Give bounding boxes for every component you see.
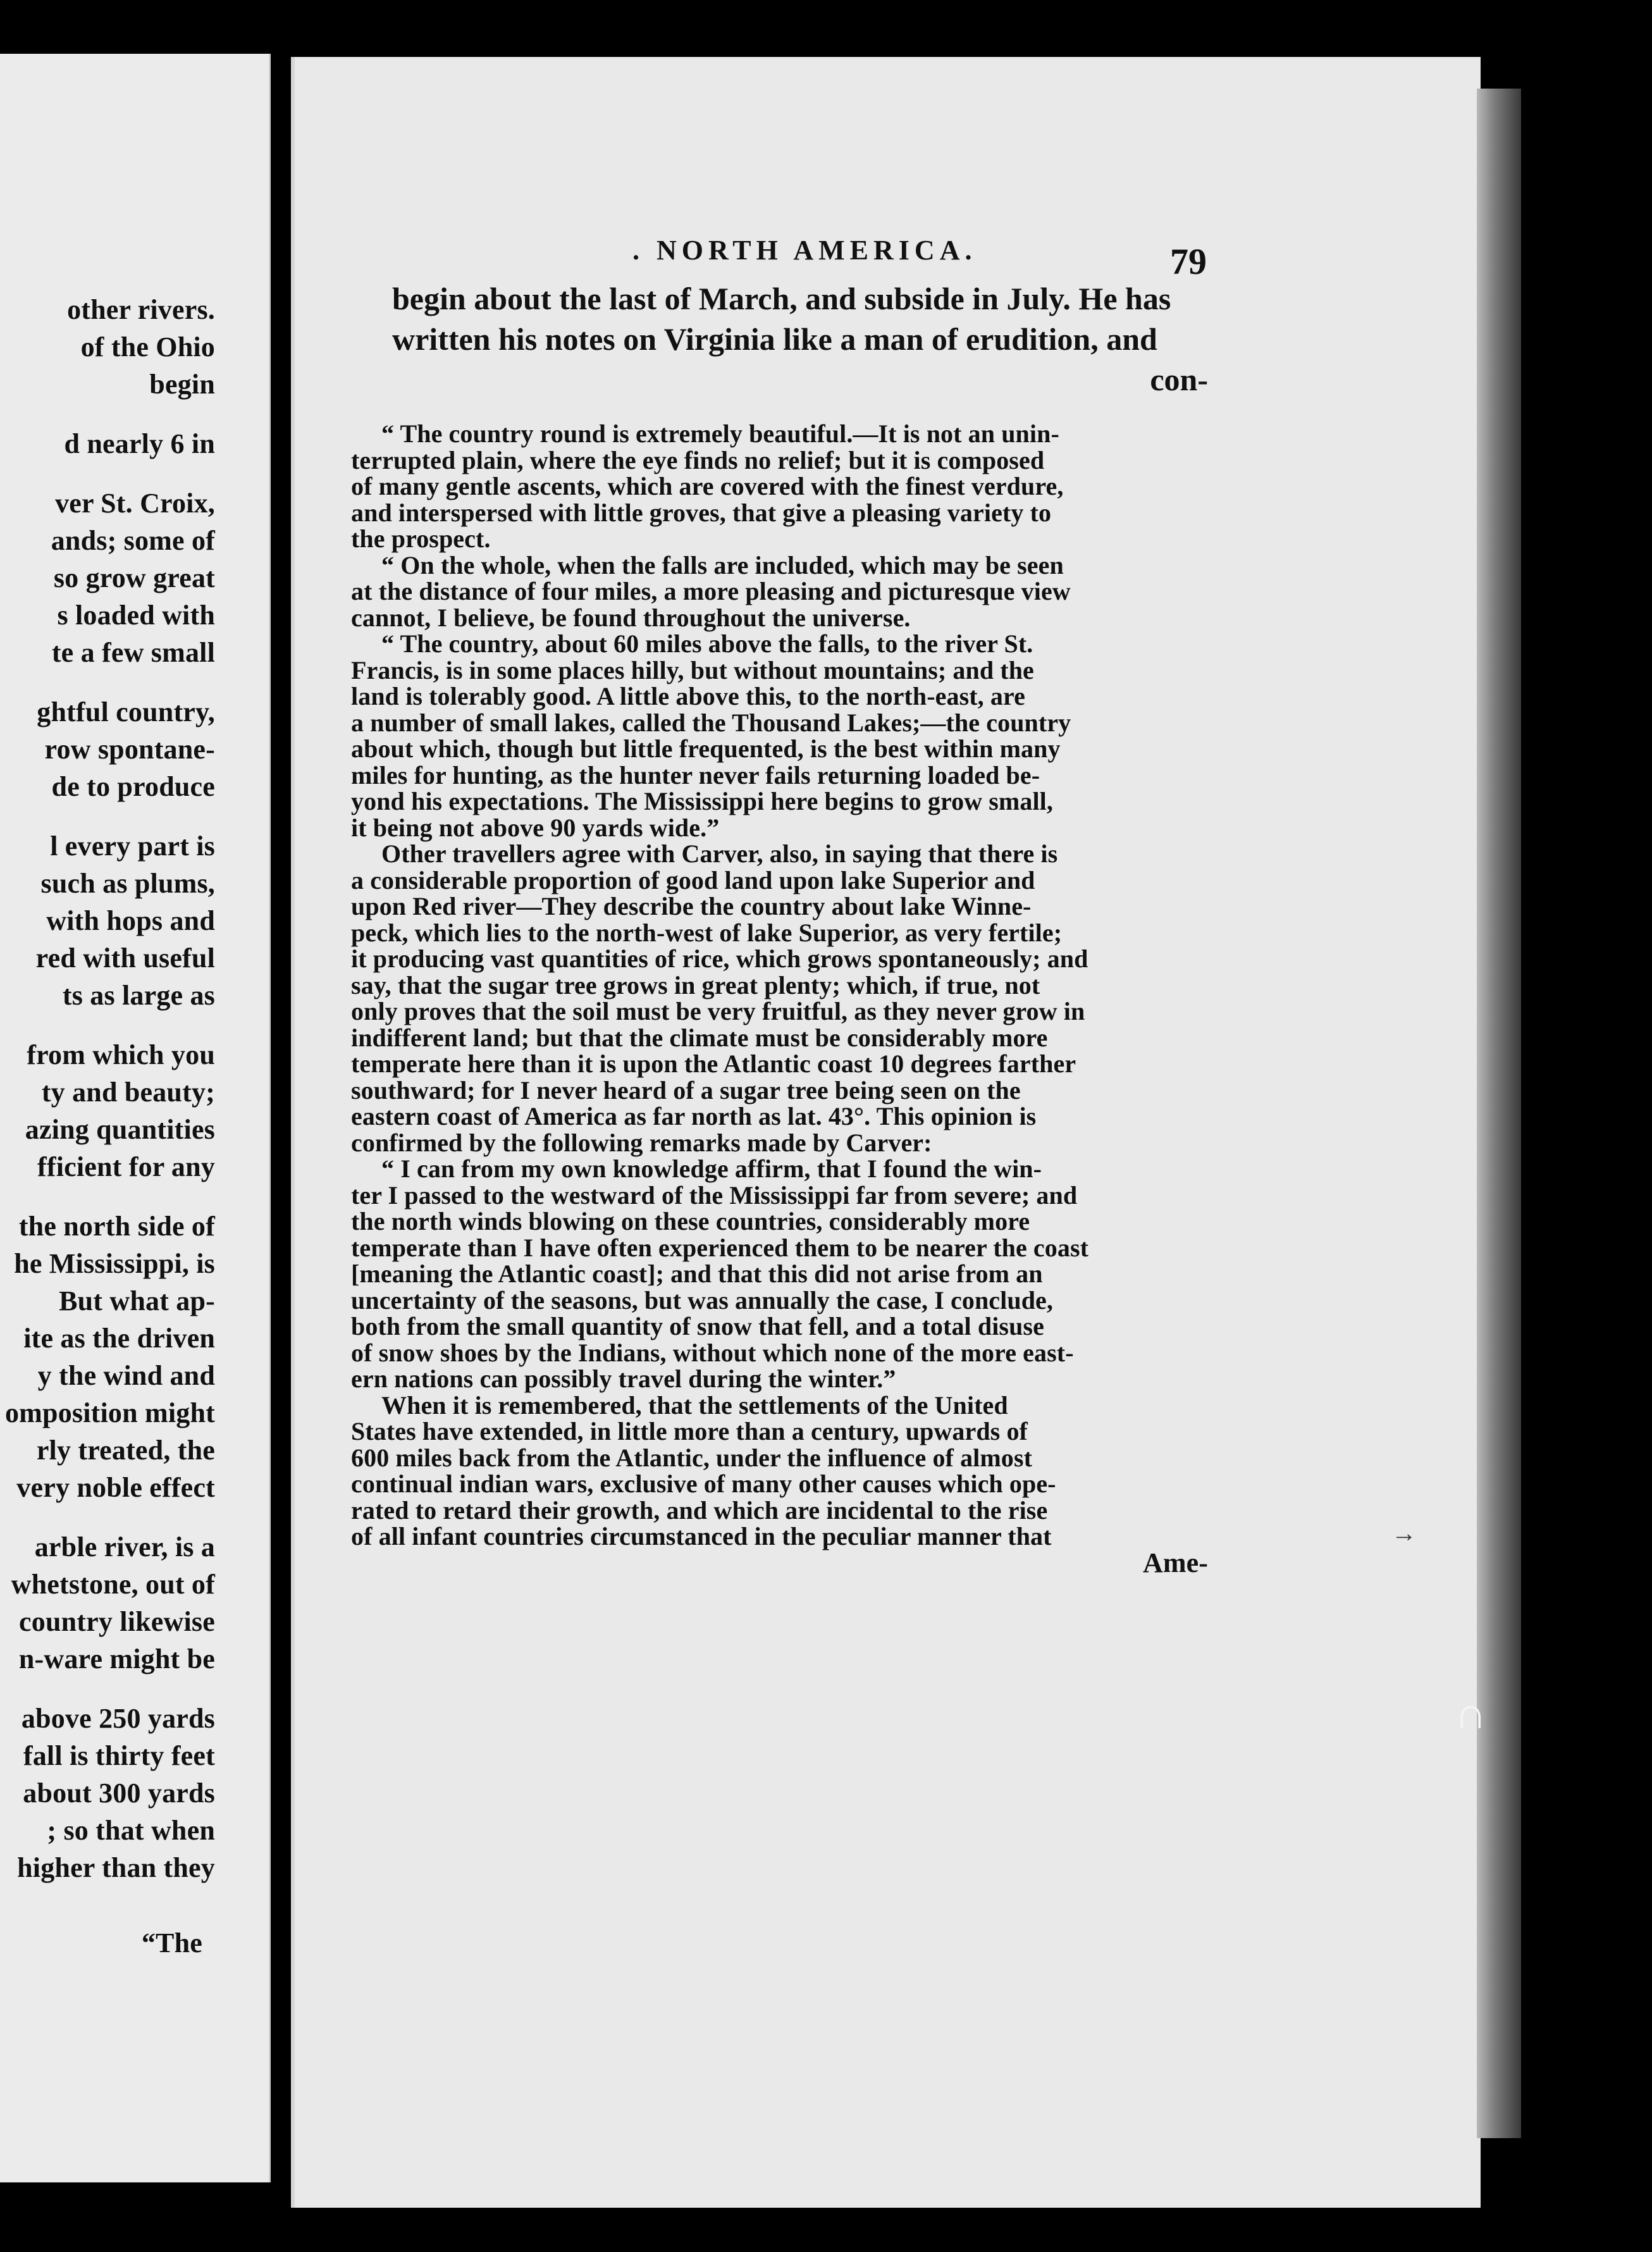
left-line: so grow great <box>53 562 215 593</box>
left-line: ; so that when <box>47 1815 215 1846</box>
text-line: rated to retard their growth, and which are incidental to the rise <box>351 1495 1048 1525</box>
left-line: de to produce <box>51 771 215 802</box>
page-number: 79 <box>1170 241 1207 282</box>
left-line: other rivers. <box>67 294 215 325</box>
left-line: But what ap- <box>59 1285 215 1316</box>
text-line: of snow shoes by the Indians, without which none of the more east- <box>351 1338 1074 1367</box>
left-line: d nearly 6 in <box>64 428 215 459</box>
left-page-text <box>0 291 215 1962</box>
catchword: Ame- <box>1142 1547 1208 1578</box>
text-line: temperate than I have often experienced them to be nearer the coast <box>351 1233 1089 1262</box>
left-line: above 250 yards <box>21 1703 215 1734</box>
page-edge-shadow <box>1477 89 1521 2138</box>
text-line: confirmed by the following remarks made by Carver: <box>351 1128 932 1157</box>
text-line: land is tolerably good. A little above this, to the north-east, are <box>351 682 1025 710</box>
text-line: and interspersed with little groves, that give a pleasing variety to <box>351 498 1052 527</box>
text-line: a considerable proportion of good land upon lake Superior and <box>351 865 1035 894</box>
text-line: uncertainty of the seasons, but was annually the case, I conclude, <box>351 1285 1053 1315</box>
opening-paragraph <box>392 278 1208 400</box>
text-line: say, that the sugar tree grows in great plenty; which, if true, not <box>351 970 1040 999</box>
left-line: fficient for any <box>37 1151 215 1182</box>
text-line: When it is remembered, that the settlements of the United <box>381 1390 1008 1420</box>
left-line: fall is thirty feet <box>23 1740 215 1771</box>
text-line: the north winds blowing on these countries, considerably more <box>351 1207 1030 1235</box>
main-text-block <box>351 421 1208 1576</box>
left-line: arble river, is a <box>34 1531 215 1562</box>
text-line: [meaning the Atlantic coast]; and that this did not arise from an <box>351 1259 1043 1288</box>
left-line: ts as large as <box>62 980 215 1011</box>
scan-mark: ∩ <box>1455 1690 1487 1738</box>
text-line: at the distance of four miles, a more pleasing and picturesque view <box>351 577 1071 605</box>
left-line: s loaded with <box>57 600 215 631</box>
left-line: of the Ohio <box>80 331 215 362</box>
text-line: written his notes on Virginia like a man of erudition, and <box>392 321 1157 357</box>
running-head: . NORTH AMERICA. <box>632 235 977 266</box>
left-line: ite as the driven <box>23 1323 215 1354</box>
left-line: n-ware might be <box>18 1643 215 1674</box>
text-line: “ The country round is extremely beautiful.—It is not an unin- <box>381 419 1059 448</box>
text-line: ter I passed to the westward of the Mississippi far from severe; and <box>351 1180 1078 1210</box>
left-line: country likewise <box>19 1606 215 1637</box>
text-line: only proves that the soil must be very fruitful, as they never grow in <box>351 997 1085 1025</box>
text-line: eastern coast of America as far north as lat. 43°. This opinion is <box>351 1102 1037 1130</box>
left-line: such as plums, <box>40 868 215 899</box>
text-line: miles for hunting, as the hunter never fails returning loaded be- <box>351 760 1040 789</box>
text-line: ern nations can possibly travel during the winter.” <box>351 1364 896 1393</box>
left-line: te a few small <box>51 637 215 668</box>
text-line: the prospect. <box>351 524 491 553</box>
text-line: 600 miles back from the Atlantic, under the influence of almost <box>351 1443 1032 1472</box>
text-line: it producing vast quantities of rice, which grows spontaneously; and <box>351 944 1088 973</box>
text-line: of many gentle ascents, which are covered with the finest verdure, <box>351 472 1064 500</box>
text-line: continual indian wars, exclusive of many other causes which ope- <box>351 1469 1056 1498</box>
left-page <box>0 54 271 2182</box>
text-line: about which, though but little frequented, is the best within many <box>351 734 1061 763</box>
left-line: the north side of <box>18 1211 215 1242</box>
left-line: omposition might <box>4 1397 215 1428</box>
text-line: “ I can from my own knowledge affirm, that I found the win- <box>381 1154 1042 1183</box>
text-line: States have extended, in little more than a century, upwards of <box>351 1417 1028 1445</box>
text-line: Francis, is in some places hilly, but without mountains; and the <box>351 655 1034 684</box>
text-line: terrupted plain, where the eye finds no relief; but it is composed <box>351 445 1045 474</box>
text-line: southward; for I never heard of a sugar tree being seen on the <box>351 1075 1021 1104</box>
scan-mark: → <box>1391 1519 1417 1547</box>
left-line: rly treated, the <box>36 1435 215 1466</box>
text-line: peck, which lies to the north-west of lake Superior, as very fertile; <box>351 918 1063 947</box>
text-line: of all infant countries circumstanced in the peculiar manner that <box>351 1522 1052 1550</box>
left-line: with hops and <box>46 905 215 936</box>
left-line: azing quantities <box>25 1114 215 1145</box>
text-line: yond his expectations. The Mississippi here begins to grow small, <box>351 787 1053 815</box>
left-line: about 300 yards <box>23 1778 215 1809</box>
left-line: from which you <box>27 1039 215 1070</box>
text-line: begin about the last of March, and subside in July. He has <box>392 281 1171 316</box>
text-line: it being not above 90 yards wide.” <box>351 813 720 842</box>
text-line: temperate here than it is upon the Atlantic coast 10 degrees farther <box>351 1049 1076 1078</box>
text-line: upon Red river—They describe the country about lake Winne- <box>351 892 1032 920</box>
left-line: he Mississippi, is <box>14 1248 215 1279</box>
left-line: ands; some of <box>51 525 215 556</box>
left-line: y the wind and <box>37 1360 215 1391</box>
left-line: row spontane- <box>44 734 215 765</box>
text-line: cannot, I believe, be found throughout the universe. <box>351 603 911 632</box>
text-line: both from the small quantity of snow that fell, and a total disuse <box>351 1312 1044 1340</box>
text-line: “ On the whole, when the falls are included, which may be seen <box>381 550 1064 579</box>
left-line: l every part is <box>50 831 215 862</box>
left-line: ty and beauty; <box>41 1077 215 1108</box>
left-catchword: “The <box>141 1927 202 1958</box>
text-line: a number of small lakes, called the Thousand Lakes;—the country <box>351 708 1071 737</box>
text-line: Other travellers agree with Carver, also, in saying that there is <box>381 839 1058 868</box>
left-line: ver St. Croix, <box>55 488 215 519</box>
text-line: “ The country, about 60 miles above the falls, to the river St. <box>381 629 1033 658</box>
left-line: whetstone, out of <box>11 1569 215 1600</box>
text-line: indifferent land; but that the climate must be considerably more <box>351 1023 1048 1052</box>
left-line: begin <box>149 369 215 400</box>
left-line: ghtful country, <box>37 696 215 727</box>
left-line: higher than they <box>17 1852 215 1883</box>
catchword-line: con- <box>1150 362 1208 397</box>
left-line: very noble effect <box>16 1472 215 1503</box>
left-line: red with useful <box>35 943 215 974</box>
